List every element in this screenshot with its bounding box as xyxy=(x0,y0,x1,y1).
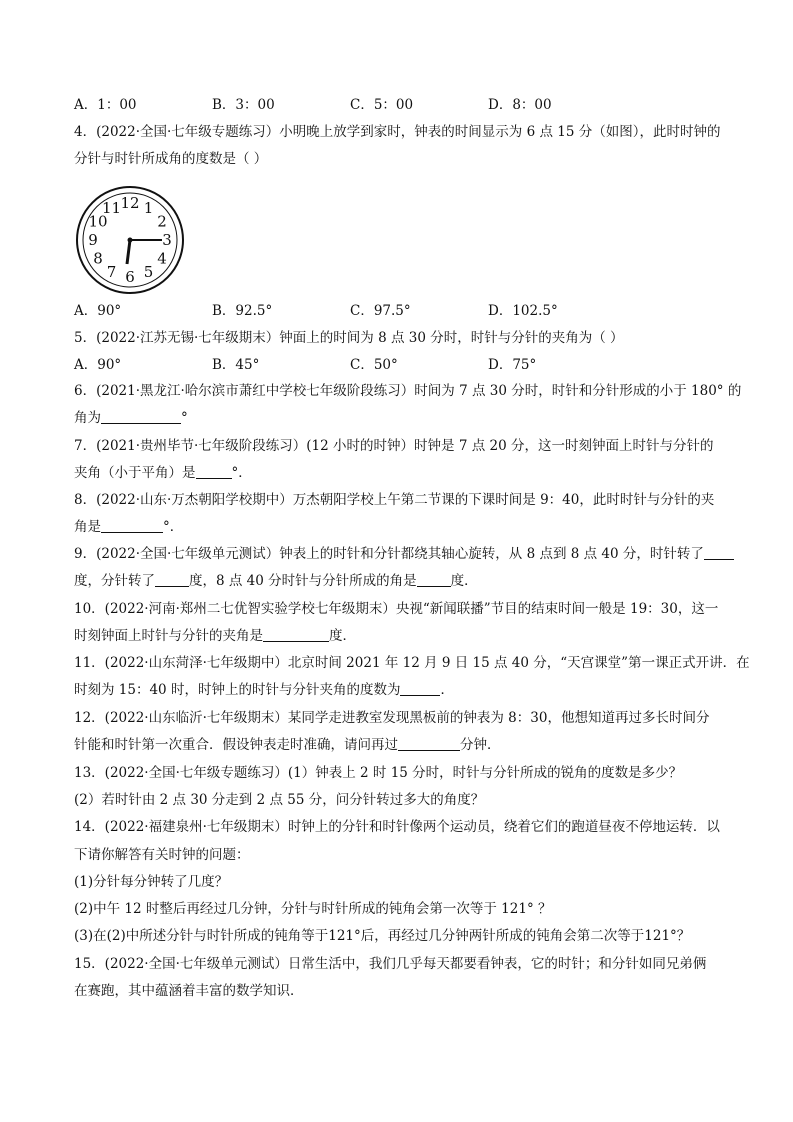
q7-stem-line1: 7．(2021·贵州毕节·七年级阶段练习）(12 小时的时钟）时钟是 7 点 20 分，这一时刻钟面上时针与分针的 xyxy=(74,438,714,454)
q14-stem-line2: 下请你解答有关时钟的问题： xyxy=(74,847,250,863)
clock-numeral: 10 xyxy=(88,212,108,231)
q13-part1: 13．(2022·全国·七年级专题练习）(1）钟表上 2 时 15 分时，时针与分针所成的锐角的度数是多少？ xyxy=(74,765,683,781)
q11-stem-line1: 11．(2022·山东菏泽·七年级期中）北京时间 2021 年 12 月 9 日 15 点 40 分，“天宫课堂”第一课正式开讲．在 xyxy=(74,655,750,671)
q5-stem: 5．(2022·江苏无锡·七年级期末）钟面上的时间为 8 点 30 分时，时针与分针的夹角为（ ） xyxy=(74,330,624,346)
q5-option-d: D．75° xyxy=(488,357,537,373)
q13-part2: (2）若时针由 2 点 30 分走到 2 点 55 分，问分针转过多大的角度？ xyxy=(74,792,485,808)
answer-blank[interactable] xyxy=(101,518,163,533)
clock-numeral: 9 xyxy=(88,231,98,249)
answer-blank[interactable] xyxy=(101,409,181,424)
q15-stem-line1: 15．(2022·全国·七年级单元测试）日常生活中，我们几乎每天都要看钟表，它的时针；和分针如同兄弟俩 xyxy=(74,956,707,972)
q11-stem-line2: 时刻为 15：40 时，时钟上的时针与分针夹角的度数为 ． xyxy=(74,682,454,698)
q12-stem-line2: 针能和时针第一次重合．假设钟表走时准确，请问再过 分钟． xyxy=(74,737,501,753)
answer-blank[interactable] xyxy=(196,464,232,479)
q3-option-d: D．8：00 xyxy=(488,97,552,113)
q8-stem-line1: 8．(2022·山东·万杰朝阳学校期中）万杰朝阳学校上午第二节课的下课时间是 9：40，此时时针与分针的夹 xyxy=(74,492,715,508)
q15-stem-line2: 在赛跑，其中蕴涵着丰富的数学知识． xyxy=(74,983,304,999)
clock-numeral: 1 xyxy=(143,199,154,217)
q9-stem-line1: 9．(2022·全国·七年级单元测试）钟表上的时针和分针都绕其轴心旋转，从 8 点到 8 点 40 分，时针转了 xyxy=(74,545,734,563)
answer-blank[interactable] xyxy=(398,736,460,751)
q8-stem-line2: 角是 °． xyxy=(74,519,184,535)
answer-blank[interactable] xyxy=(155,572,189,587)
q9-stem-line2: 度，分针转了 度，8 点 40 分时针与分针所成的角是 度． xyxy=(74,573,478,589)
q10-stem-line1: 10．(2022·河南·郑州二七优智实验学校七年级期末）央视“新闻联播”节目的结束时间一般是 19：30，这一 xyxy=(74,601,719,617)
q14-sub3: (3)在(2)中所述分针与时针所成的钝角等于121°后，再经过几分钟两针所成的钝角会第二次等于121°？ xyxy=(74,928,691,944)
q4-stem-line2: 分针与时针所成角的度数是（ ） xyxy=(74,151,268,167)
q3-option-a: A．1：00 xyxy=(74,97,137,113)
clock-numeral: 11 xyxy=(101,199,122,217)
q4-option-d: D．102.5° xyxy=(488,303,558,319)
clock-numeral: 4 xyxy=(157,249,167,268)
clock-figure xyxy=(74,184,186,296)
q12-stem-line1: 12．(2022·山东临沂·七年级期末）某同学走进教室发现黑板前的钟表为 8：30，他想知道再过多长时间分 xyxy=(74,710,710,726)
answer-blank[interactable] xyxy=(263,627,329,642)
q10-stem-line2: 时刻钟面上时针与分针的夹角是 度． xyxy=(74,628,356,644)
clock-numeral: 6 xyxy=(125,268,135,286)
q4-option-c: C．97.5° xyxy=(350,303,411,319)
hour-hand xyxy=(127,240,130,264)
q3-option-b: B．3：00 xyxy=(212,97,275,113)
answer-blank[interactable] xyxy=(417,572,451,587)
clock-numeral: 3 xyxy=(162,231,172,249)
q6-stem-line1: 6．(2021·黑龙江·哈尔滨市萧红中学校七年级阶段练习）时间为 7 点 30 分时，时针和分针形成的小于 180° 的 xyxy=(74,383,742,399)
q4-option-a: A．90° xyxy=(74,303,122,319)
q5-option-a: A．90° xyxy=(74,357,122,373)
clock-numeral: 2 xyxy=(157,212,167,231)
q5-option-b: B．45° xyxy=(212,357,260,373)
clock-numeral: 12 xyxy=(120,194,140,212)
q14-stem-line1: 14．(2022·福建泉州·七年级期末）时钟上的分针和时针像两个运动员，绕着它们的跑道昼夜不停地运转．以 xyxy=(74,819,720,835)
clock-numeral: 7 xyxy=(106,263,117,281)
q4-stem-line1: 4．(2022·全国·七年级专题练习）小明晚上放学到家时，钟表的时间显示为 6 点 15 分（如图），此时时钟的 xyxy=(74,124,721,140)
q3-option-c: C．5：00 xyxy=(350,97,414,113)
q5-option-c: C．50° xyxy=(350,357,398,373)
clock-numeral: 5 xyxy=(143,263,154,281)
q7-stem-line2: 夹角（小于平角）是 °． xyxy=(74,465,252,481)
clock-numeral: 8 xyxy=(93,249,103,268)
clock-center xyxy=(128,238,133,243)
answer-blank[interactable] xyxy=(704,545,734,560)
answer-blank[interactable] xyxy=(400,681,440,696)
q14-sub1: (1)分针每分钟转了几度？ xyxy=(74,874,229,890)
q4-option-b: B．92.5° xyxy=(212,303,273,319)
q14-sub2: (2)中午 12 时整后再经过几分钟，分针与时针所成的钝角会第一次等于 121° ？ xyxy=(74,901,552,917)
q6-stem-line2: 角为 ° xyxy=(74,410,188,426)
